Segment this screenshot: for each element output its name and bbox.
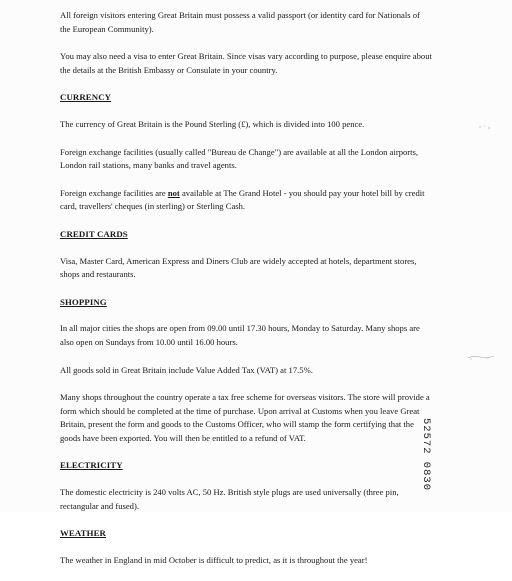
passport-paragraph: All foreign visitors entering Great Britain must possess a valid passport (or identity card for Nationals of the European Community). <box>60 10 420 34</box>
scan-speck <box>466 352 496 362</box>
electricity-heading: ELECTRICITY <box>60 460 123 471</box>
scan-speck <box>478 124 492 130</box>
credit-cards-heading: CREDIT CARDS <box>60 228 128 239</box>
currency-paragraph-1: The currency of Great Britain is the Pound Sterling (£), which is divided into 100 pence. <box>60 118 365 129</box>
document-number: 52572 0830 <box>420 418 432 492</box>
currency-p3-before: Foreign exchange facilities are <box>60 187 168 198</box>
weather-heading: WEATHER <box>60 528 106 539</box>
currency-paragraph-2: Foreign exchange facilities (usually called "Bureau de Change") are available at all the London airports, London rail stations, many banks and travel agents. <box>60 146 419 171</box>
shopping-paragraph-1: In all major cities the shops are open from 09.00 until 17.30 hours, Monday to Saturday. Many shops are also open on Sundays from 10.00 until 16.00 hours. <box>60 323 420 347</box>
currency-p3-after: available at The Grand Hotel - you should pay your hotel bill by credit card, travellers' cheques (in sterling) or Sterling Cash. <box>60 187 425 212</box>
weather-paragraph: The weather in England in mid October is difficult to predict, as it is throughout the year! <box>60 554 368 565</box>
shopping-paragraph-2: All goods sold in Great Britain include Value Added Tax (VAT) at 17.5%. <box>60 364 313 375</box>
currency-p3-not: not <box>167 187 180 198</box>
shopping-paragraph-3: Many shops throughout the country operate a tax free scheme for overseas visitors. The store will provide a form which should be completed at the time of purchase. Upon arrival at Customs when you leave Great Britain, present the form and goods to the Customs Officer, who will stamp the form certifying that the goods have been exported. You will then be entitled to a refund of VAT. <box>60 392 430 443</box>
document-body <box>60 9 432 581</box>
electricity-paragraph: The domestic electricity is 240 volts AC, 50 Hz. British style plugs are used universally (three pin, rectangular and fused). <box>60 487 399 511</box>
visa-paragraph: You may also need a visa to enter Great Britain. Since visas vary according to purpose, please enquire about the details at the British Embassy or Consulate in your country. <box>60 51 432 75</box>
currency-heading: CURRENCY <box>60 92 112 103</box>
currency-paragraph-3 <box>60 187 432 214</box>
shopping-heading: SHOPPING <box>60 296 107 307</box>
credit-cards-paragraph: Visa, Master Card, American Express and Diners Club are widely accepted at hotels, department stores, shops and restaurants. <box>60 255 417 280</box>
